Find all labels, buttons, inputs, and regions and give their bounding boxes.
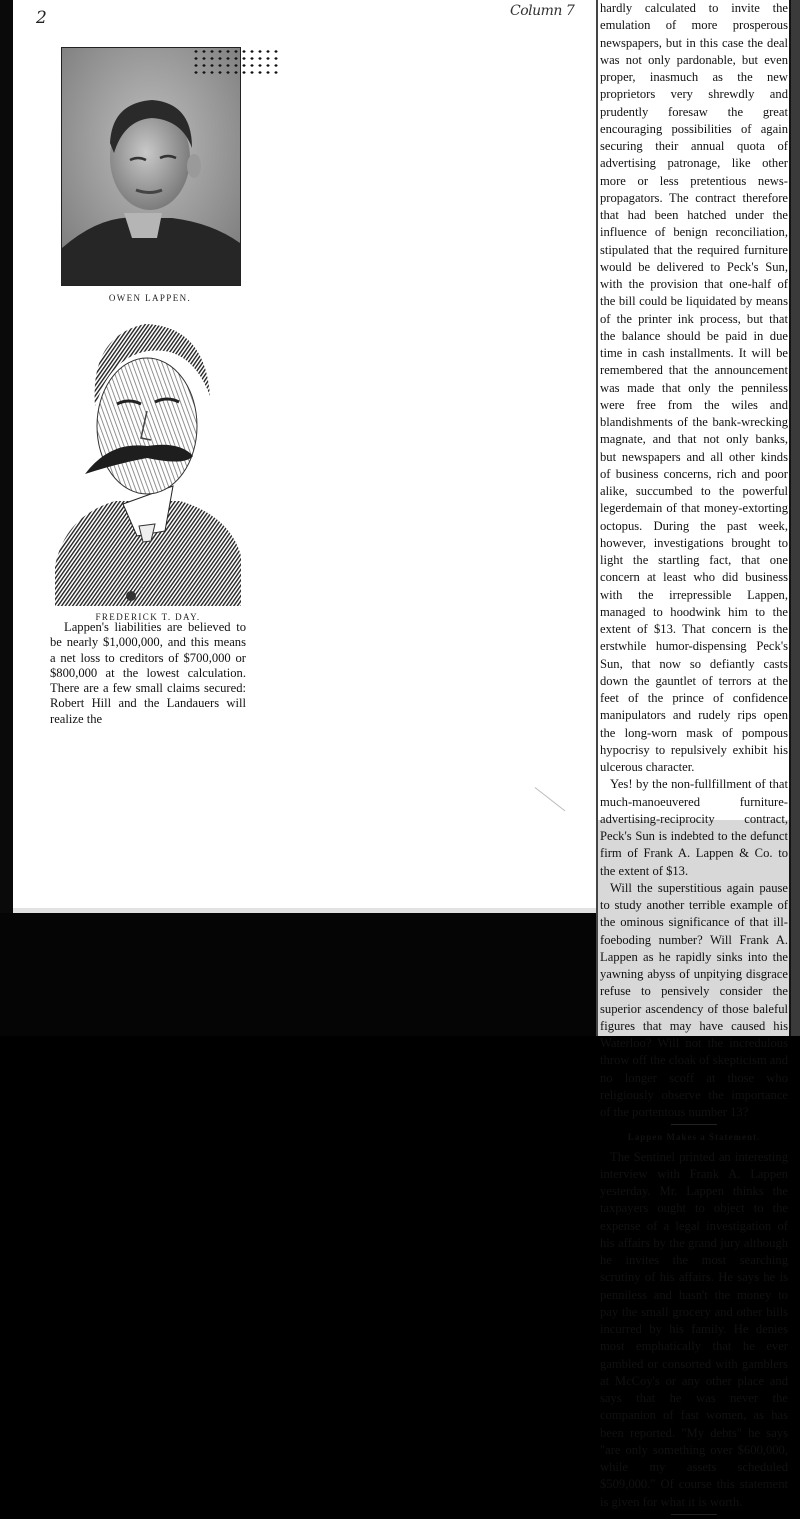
scan-right-edge (791, 0, 800, 1036)
handwritten-page-number: 2 (36, 8, 47, 28)
article-column-left (50, 620, 246, 727)
scan-left-edge (0, 0, 13, 1036)
article-column-right (600, 0, 788, 1519)
section-divider (671, 1124, 717, 1125)
scan-background-bottom (0, 913, 598, 1036)
portrait-caption: FREDERICK T. DAY. (95, 612, 201, 622)
clipping-left-border (596, 0, 598, 1036)
article-paragraph: hardly calculated to invite the emulation of more prosperous newspapers, but in this case the deal was not only pardonable, but even proper, inasmuch as the new proprietors very shrewdly and prudently foresaw the great encouraging possibilities of again securing their annual quota of advertising patronage, like other more or less pretentious news-propagators. The contract therefore that had been hatched under the influence of benign reconciliation, stipulated that the required furniture would be delivered to Peck's Sun, with the provision that one-half of the bill could be liquidated by means of the printer ink process, but that the balance should be paid in due time in cash installments. It will be remembered that the announcement was made that only the penniless were free from the wiles and blandishments of the bank-wrecking magnate, and that not only banks, but newspapers and all other kinds of business concerns, rich and poor alike, succumbed to the powerful legerdemain of that money-extorting octopus. During the past week, however, investigations brought to light the startling fact, that one concern at least who did business with the irrepressible Lappen, managed to hoodwink him to the extent of $13. That concern is the erstwhile humor-dispensing Peck's Sun, that now so defiantly casts down the gauntlet of terrors at the feet of the prince of confidence manipulators and rudely rips open the long-worn mask of pompous hypocrisy to repulsively exhibit his ulcerous character. (600, 1, 788, 774)
article-paragraph: Lappen's liabilities are believed to be nearly $1,000,000, and this means a net loss to creditors of $700,000 or $800,000 at the lowest calculation. There are a few small claims secured: Robert Hill and the Landauers will realize the (50, 620, 246, 726)
frederick-day-engraving-icon (55, 316, 241, 606)
portrait-owen-lappen (61, 47, 241, 286)
portrait-frederick-t-day (55, 316, 241, 606)
section-heading: Lappen Makes a Statement. (627, 1132, 761, 1143)
section-divider (671, 1514, 717, 1515)
halftone-dot-artifact (192, 48, 278, 76)
portrait-caption: OWEN LAPPEN. (108, 293, 192, 303)
article-paragraph: Will the superstitious again pause to study another terrible example of the ominous significance of that ill-foeboding number? Will Frank A. Lappen as he rapidly sinks into the yawning abyss of unpitying disgrace refuse to pensively consider the superior ascendency of those baleful figures that may have caused his Waterloo? Will not the incredulous throw off the cloak of skepticism and no longer scoff at those who religiously observe the importance of the portentous number 13? (600, 880, 788, 1119)
article-paragraph: The Sentinel printed an interesting interview with Frank A. Lappen yesterday. Mr. Lappen thinks the taxpayers ought to object to the expense of a legal investigation of his affairs by the grand jury although he invites the most searching scrutiny of his affairs. He says he is penniless and hasn't the money to pay the small grocery and other bills incurred by his family. He denies most emphatically that he ever gambled or consorted with gamblers at McCoy's or any other place and says that he was never the companion of fast women, as has been reported. "My debts" he says "are only something over $600,000, while my assets scheduled $509,000." Of course this statement is given for what it is worth. (600, 1149, 788, 1509)
owen-lappen-photo-icon (62, 48, 240, 285)
handwritten-column-note: Column 7 (510, 3, 575, 19)
article-paragraph: Yes! by the non-fullfillment of that much-manoeuvered furniture-advertising-reciprocity contract, Peck's Sun is indebted to the defunct firm of Frank A. Lappen & Co. to the extent of $13. (600, 777, 788, 878)
